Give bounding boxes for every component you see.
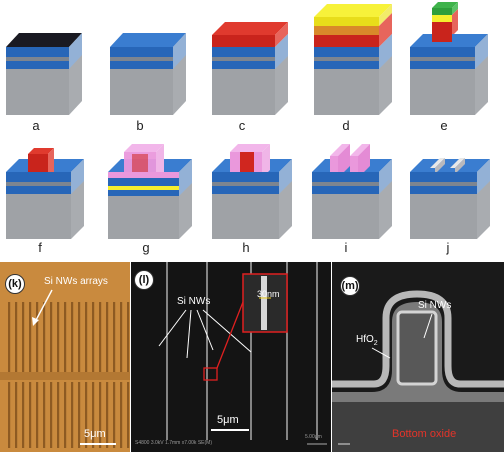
step-label-a: a <box>32 118 40 133</box>
panel-l-annotation: Si NWs <box>177 296 211 307</box>
step-e-schematic <box>410 0 488 117</box>
step-g-schematic <box>108 140 192 241</box>
step-label-g: g <box>142 240 150 255</box>
panel-l-footer-scale: 5.00μm <box>305 434 322 440</box>
panel-k-scale-label: 5μm <box>84 428 106 440</box>
step-b-schematic <box>110 33 186 117</box>
panel-m-tag: (m) <box>340 276 360 296</box>
panel-m-bottom-oxide-label: Bottom oxide <box>392 428 457 440</box>
panel-m-hfo2-text: HfO <box>356 334 374 345</box>
step-label-i: i <box>344 240 348 255</box>
panel-l-footer: S4800 3.0kV 1.7mm x7.00k SE(M) <box>135 440 212 446</box>
step-i-schematic <box>312 140 392 241</box>
panel-m-nw-label: Si NWs <box>418 300 452 311</box>
panel-m-hfo2-subscript: 2 <box>373 340 378 347</box>
step-a-schematic <box>6 33 82 117</box>
panel-k-optical-image <box>0 262 130 452</box>
panel-m-hfo2-label <box>356 334 378 347</box>
step-label-b: b <box>136 118 144 133</box>
panel-l-inset-label: 30nm <box>257 289 280 299</box>
step-label-e: e <box>440 118 448 133</box>
panel-l-scale-label: 5μm <box>217 414 239 426</box>
panel-m-tem-image <box>332 262 504 452</box>
step-c-schematic <box>212 22 288 117</box>
step-label-d: d <box>342 118 350 133</box>
step-d-schematic <box>314 4 392 117</box>
step-j-schematic <box>410 150 490 241</box>
step-label-h: h <box>242 240 250 255</box>
panel-k-arrow <box>0 262 130 452</box>
panel-k-tag: (k) <box>5 274 25 294</box>
step-label-f: f <box>38 240 42 255</box>
step-h-schematic <box>212 142 292 241</box>
step-label-c: c <box>238 118 246 133</box>
panel-k-scale-bar <box>80 443 116 445</box>
step-f-schematic <box>6 146 84 241</box>
panel-k-annotation: Si NWs arrays <box>44 276 108 287</box>
step-label-j: j <box>446 240 450 255</box>
panel-l-sem-image <box>131 262 331 452</box>
panel-l-tag: (l) <box>134 270 154 290</box>
